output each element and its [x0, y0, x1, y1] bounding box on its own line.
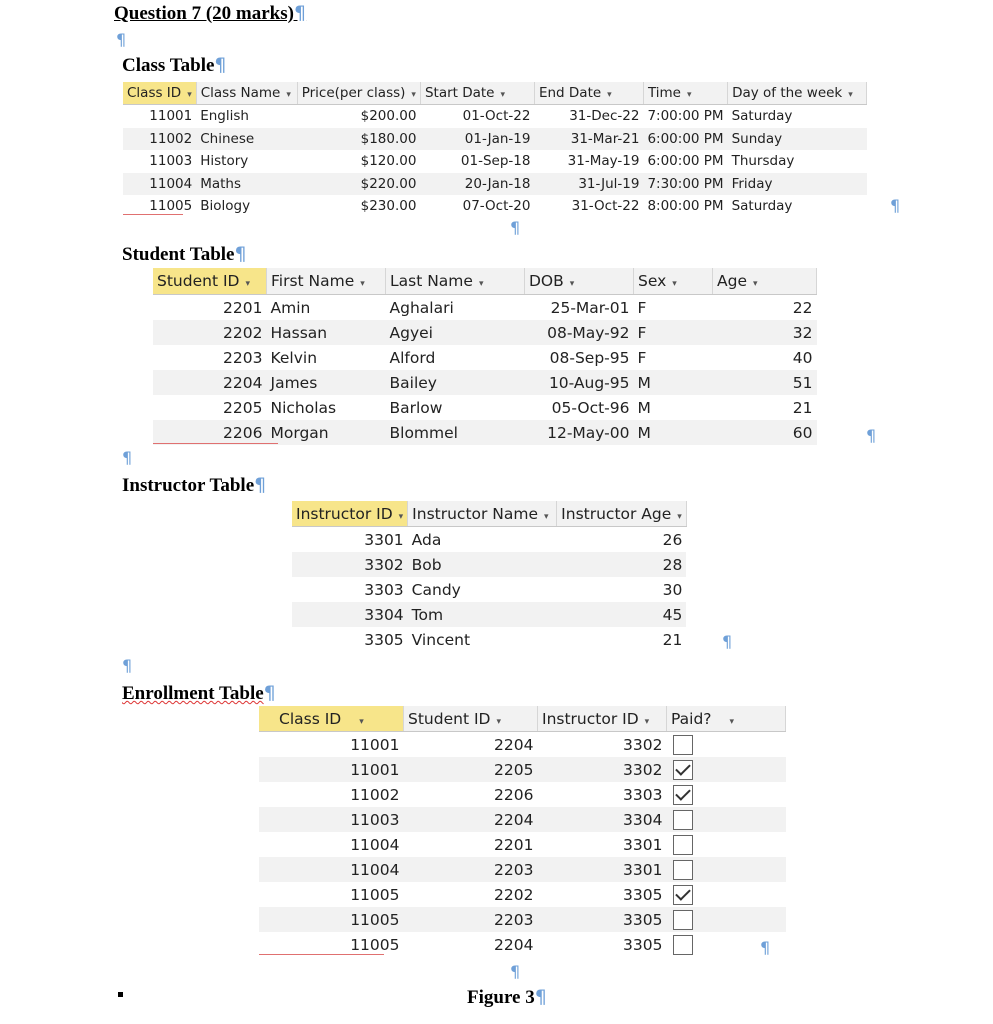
cell-instructor-name: Candy: [411, 580, 461, 599]
dropdown-arrow-icon[interactable]: ▾: [360, 279, 365, 289]
cell-last-name: Bailey: [386, 370, 525, 395]
cell-price-per-class: $120.00: [360, 153, 417, 170]
table-row[interactable]: [153, 395, 817, 420]
cell-instructor-id: 3305: [623, 935, 663, 954]
table-row[interactable]: [259, 807, 786, 832]
column-header-last-name[interactable]: Last Name ▾: [386, 268, 525, 295]
cell-instructor-age: 26: [662, 530, 683, 549]
cell-paid[interactable]: [667, 907, 786, 932]
cell-sex: F: [634, 320, 713, 345]
cell-class-id: 11001: [149, 108, 193, 125]
paragraph-mark: ¶: [890, 196, 901, 215]
cell-end-date: 31-Mar-21: [534, 128, 643, 151]
cell-instructor-age: 28: [557, 552, 687, 577]
column-header-start-date[interactable]: Start Date ▾: [420, 82, 534, 105]
cell-instructor-id: 3303: [364, 580, 404, 599]
cell-class-id: 11005: [350, 885, 400, 904]
paragraph-mark: ¶: [122, 448, 133, 467]
column-header-paid[interactable]: Paid? ▾: [667, 706, 786, 732]
cell-time: 6:00:00 PM: [647, 153, 724, 170]
cell-instructor-id: 3301: [538, 857, 667, 882]
cell-sex: M: [637, 398, 651, 417]
cell-last-name: Blommel: [386, 420, 525, 445]
cell-class-id: 11005: [259, 907, 404, 932]
cell-class-id: 11003: [259, 807, 404, 832]
cell-instructor-id: 3301: [623, 835, 663, 854]
table-row[interactable]: [259, 782, 786, 807]
table-row[interactable]: [153, 320, 817, 345]
cell-day-of-the-week: Friday: [728, 173, 867, 196]
cell-student-id: 2201: [223, 298, 263, 317]
column-header-class-id[interactable]: Class ID ▾: [259, 706, 404, 732]
column-header-class-id[interactable]: Class ID ▾: [123, 82, 196, 105]
cell-first-name: Kelvin: [270, 348, 318, 367]
cell-price-per-class: $230.00: [360, 198, 417, 215]
dropdown-arrow-icon[interactable]: ▾: [286, 90, 291, 100]
cell-instructor-id: 3304: [292, 602, 408, 627]
cell-paid[interactable]: [667, 757, 786, 782]
cell-student-id: 2205: [404, 757, 538, 782]
cell-dob: 10-Aug-95: [525, 370, 634, 395]
dropdown-arrow-icon[interactable]: ▾: [398, 511, 404, 522]
class-table: [123, 82, 867, 218]
paid-checkbox[interactable]: [673, 735, 693, 755]
cell-student-id: 2202: [494, 885, 534, 904]
dropdown-arrow-icon[interactable]: ▾: [496, 716, 501, 727]
column-header-day-of-the-week[interactable]: Day of the week ▾: [728, 82, 867, 105]
table-row[interactable]: [292, 577, 686, 602]
dropdown-arrow-icon[interactable]: ▾: [677, 511, 682, 522]
table-row[interactable]: [123, 195, 867, 218]
cell-dob: 12-May-00: [525, 420, 634, 445]
bullet-marker: [118, 992, 123, 997]
cell-age: 21: [792, 398, 813, 417]
cell-class-id: 11005: [149, 198, 193, 215]
cell-time: 7:30:00 PM: [643, 173, 727, 196]
cell-instructor-name: Bob: [408, 552, 557, 577]
cell-instructor-id: 3303: [623, 785, 663, 804]
cell-instructor-id: 3302: [538, 757, 667, 782]
dropdown-arrow-icon[interactable]: ▾: [848, 90, 853, 100]
cell-age: 40: [792, 348, 813, 367]
column-header-sex[interactable]: Sex ▾: [634, 268, 713, 295]
cell-day-of-the-week: Sunday: [728, 128, 867, 151]
cell-class-id: 11004: [350, 835, 400, 854]
dropdown-arrow-icon[interactable]: ▾: [359, 716, 364, 727]
paid-checkbox[interactable]: [673, 935, 693, 955]
paid-checkbox[interactable]: [673, 860, 693, 880]
table-row[interactable]: [123, 105, 867, 128]
cell-dob: 05-Oct-96: [551, 398, 630, 417]
dropdown-arrow-icon[interactable]: ▾: [607, 90, 612, 100]
cell-instructor-id: 3301: [364, 530, 404, 549]
cell-first-name: Amin: [270, 298, 311, 317]
cell-class-name: Biology: [200, 198, 251, 215]
cell-first-name: Morgan: [267, 420, 386, 445]
paragraph-mark: ¶: [122, 656, 133, 675]
paragraph-mark: ¶: [722, 632, 733, 651]
dropdown-arrow-icon[interactable]: ▾: [644, 716, 650, 727]
cell-class-id: 11004: [123, 173, 196, 196]
paragraph-mark: ¶: [510, 962, 521, 981]
cell-class-id: 11002: [350, 785, 400, 804]
paid-checkbox-checked[interactable]: [673, 785, 693, 805]
dropdown-arrow-icon[interactable]: ▾: [500, 90, 506, 100]
paid-checkbox[interactable]: [673, 810, 693, 830]
cell-start-date: 07-Oct-20: [462, 198, 531, 215]
table-row[interactable]: [259, 907, 786, 932]
column-header-instructor-id[interactable]: Instructor ID ▾: [538, 706, 667, 732]
cell-end-date: 31-Jul-19: [534, 173, 643, 196]
cell-sex: M: [634, 420, 713, 445]
cell-sex: M: [634, 370, 713, 395]
cell-paid[interactable]: [667, 882, 786, 907]
column-header-dob[interactable]: DOB ▾: [525, 268, 634, 295]
cell-instructor-id: 3305: [364, 630, 404, 649]
table-row[interactable]: [259, 832, 786, 857]
question-title: Question 7 (20 marks)¶: [114, 2, 307, 24]
cell-instructor-age: 30: [662, 580, 683, 599]
dropdown-arrow-icon[interactable]: ▾: [411, 90, 416, 100]
paid-checkbox-checked[interactable]: [673, 760, 693, 780]
cell-instructor-name: Ada: [411, 530, 442, 549]
spellcheck-underline: [259, 954, 384, 955]
paragraph-mark: ¶: [510, 218, 521, 237]
column-header-instructor-age[interactable]: Instructor Age ▾: [557, 501, 687, 527]
cell-student-id: 2203: [404, 907, 538, 932]
table-row[interactable]: [153, 295, 817, 321]
cell-class-name: Maths: [196, 173, 297, 196]
cell-class-id: 11004: [259, 857, 404, 882]
cell-sex: F: [637, 298, 647, 317]
enrollment-table: [259, 706, 786, 957]
cell-class-id: 11001: [259, 757, 404, 782]
cell-instructor-id: 3305: [538, 907, 667, 932]
cell-instructor-name: Tom: [408, 602, 557, 627]
table-row[interactable]: [292, 527, 686, 553]
student-table: [153, 268, 817, 445]
table-row[interactable]: [292, 627, 686, 652]
column-header-end-date[interactable]: End Date ▾: [534, 82, 643, 105]
table-row[interactable]: [123, 150, 867, 173]
cell-class-id: 11003: [149, 153, 193, 170]
cell-sex: F: [637, 348, 647, 367]
column-header-student-id[interactable]: Student ID ▾: [153, 268, 267, 295]
cell-day-of-the-week: Saturday: [731, 198, 793, 215]
paid-checkbox[interactable]: [673, 910, 693, 930]
cell-price-per-class: $180.00: [297, 128, 420, 151]
cell-first-name: James: [267, 370, 386, 395]
cell-instructor-name: Vincent: [411, 630, 471, 649]
cell-instructor-id: 3302: [623, 735, 663, 754]
cell-time: 8:00:00 PM: [647, 198, 724, 215]
table-row[interactable]: [123, 173, 867, 196]
cell-start-date: 20-Jan-18: [420, 173, 534, 196]
cell-age: 51: [713, 370, 817, 395]
dropdown-arrow-icon[interactable]: ▾: [752, 279, 758, 289]
cell-start-date: 01-Jan-19: [420, 128, 534, 151]
enrollment-table-heading: Enrollment Table¶: [122, 682, 276, 704]
dropdown-arrow-icon[interactable]: ▾: [187, 90, 192, 100]
table-row[interactable]: [123, 128, 867, 151]
paragraph-mark: ¶: [866, 426, 877, 445]
instructor-table: [292, 501, 687, 652]
cell-student-id: 2204: [494, 735, 534, 754]
cell-paid[interactable]: [667, 857, 786, 882]
paragraph-mark: ¶: [116, 30, 127, 49]
table-row[interactable]: [292, 552, 686, 577]
cell-dob: 25-Mar-01: [550, 298, 630, 317]
cell-student-id: 2206: [494, 785, 534, 804]
cell-class-id: 11001: [350, 735, 400, 754]
table-row[interactable]: [259, 732, 786, 758]
table-row[interactable]: [292, 602, 686, 627]
cell-paid[interactable]: [667, 782, 786, 807]
dropdown-arrow-icon[interactable]: ▾: [729, 716, 735, 727]
cell-class-name: History: [200, 153, 249, 170]
column-header-student-id[interactable]: Student ID ▾: [404, 706, 538, 732]
cell-end-date: 31-May-19: [567, 153, 640, 170]
cell-start-date: 01-Oct-22: [462, 108, 531, 125]
column-header-class-name[interactable]: Class Name ▾: [196, 82, 297, 105]
cell-student-id: 2204: [404, 807, 538, 832]
cell-class-id: 11005: [350, 935, 400, 954]
cell-paid[interactable]: [667, 807, 786, 832]
table-row[interactable]: [153, 345, 817, 370]
cell-paid[interactable]: [667, 732, 786, 758]
cell-dob: 08-May-92: [525, 320, 634, 345]
table-row[interactable]: [153, 420, 817, 445]
cell-day-of-the-week: Saturday: [731, 108, 793, 125]
cell-student-id: 2201: [494, 835, 534, 854]
cell-first-name: Nicholas: [270, 398, 337, 417]
student-table-heading: Student Table¶: [122, 243, 247, 265]
cell-last-name: Barlow: [389, 398, 443, 417]
cell-student-id: 2204: [494, 935, 534, 954]
cell-student-id: 2205: [223, 398, 263, 417]
cell-end-date: 31-Dec-22: [569, 108, 640, 125]
paragraph-mark: ¶: [760, 938, 771, 957]
cell-student-id: 2203: [404, 857, 538, 882]
cell-instructor-age: 45: [557, 602, 687, 627]
figure-caption: Figure 3¶: [467, 986, 547, 1008]
cell-last-name: Agyei: [386, 320, 525, 345]
table-row[interactable]: [259, 882, 786, 907]
dropdown-arrow-icon[interactable]: ▾: [569, 279, 575, 289]
cell-first-name: Hassan: [267, 320, 386, 345]
cell-price-per-class: $200.00: [360, 108, 417, 125]
cell-student-id: 2202: [153, 320, 267, 345]
class-table-heading: Class Table¶: [122, 54, 227, 76]
cell-paid[interactable]: [667, 832, 786, 857]
dropdown-arrow-icon[interactable]: ▾: [544, 511, 549, 522]
cell-class-name: Chinese: [196, 128, 297, 151]
cell-instructor-id: 3304: [538, 807, 667, 832]
cell-price-per-class: $220.00: [297, 173, 420, 196]
cell-end-date: 31-Oct-22: [571, 198, 640, 215]
table-row[interactable]: [259, 857, 786, 882]
cell-instructor-id: 3305: [623, 885, 663, 904]
dropdown-arrow-icon[interactable]: ▾: [245, 279, 250, 289]
dropdown-arrow-icon[interactable]: ▾: [478, 279, 484, 289]
cell-age: 60: [713, 420, 817, 445]
cell-time: 7:00:00 PM: [647, 108, 724, 125]
cell-age: 32: [713, 320, 817, 345]
dropdown-arrow-icon[interactable]: ▾: [687, 90, 692, 100]
column-header-age[interactable]: Age ▾: [713, 268, 817, 295]
cell-instructor-age: 21: [662, 630, 683, 649]
column-header-instructor-id[interactable]: Instructor ID ▾: [292, 501, 408, 527]
column-header-time[interactable]: Time ▾: [643, 82, 727, 105]
cell-time: 6:00:00 PM: [643, 128, 727, 151]
spellcheck-underline: [153, 443, 278, 444]
cell-age: 22: [792, 298, 813, 317]
dropdown-arrow-icon[interactable]: ▾: [672, 279, 677, 289]
paid-checkbox[interactable]: [673, 835, 693, 855]
cell-last-name: Aghalari: [389, 298, 454, 317]
table-row[interactable]: [259, 757, 786, 782]
cell-class-id: 11002: [123, 128, 196, 151]
paid-checkbox-checked[interactable]: [673, 885, 693, 905]
column-header-first-name[interactable]: First Name ▾: [267, 268, 386, 295]
instructor-table-heading: Instructor Table¶: [122, 474, 267, 496]
table-row[interactable]: [153, 370, 817, 395]
cell-class-name: English: [200, 108, 249, 125]
cell-dob: 08-Sep-95: [549, 348, 630, 367]
cell-last-name: Alford: [389, 348, 436, 367]
cell-student-id: 2203: [223, 348, 263, 367]
cell-student-id: 2204: [153, 370, 267, 395]
column-header-instructor-name[interactable]: Instructor Name ▾: [408, 501, 557, 527]
spellcheck-underline: [123, 214, 183, 215]
cell-student-id: 2206: [153, 420, 267, 445]
cell-day-of-the-week: Thursday: [731, 153, 795, 170]
cell-instructor-id: 3302: [292, 552, 408, 577]
cell-start-date: 01-Sep-18: [460, 153, 531, 170]
column-header-price-per-class[interactable]: Price(per class) ▾: [297, 82, 420, 105]
